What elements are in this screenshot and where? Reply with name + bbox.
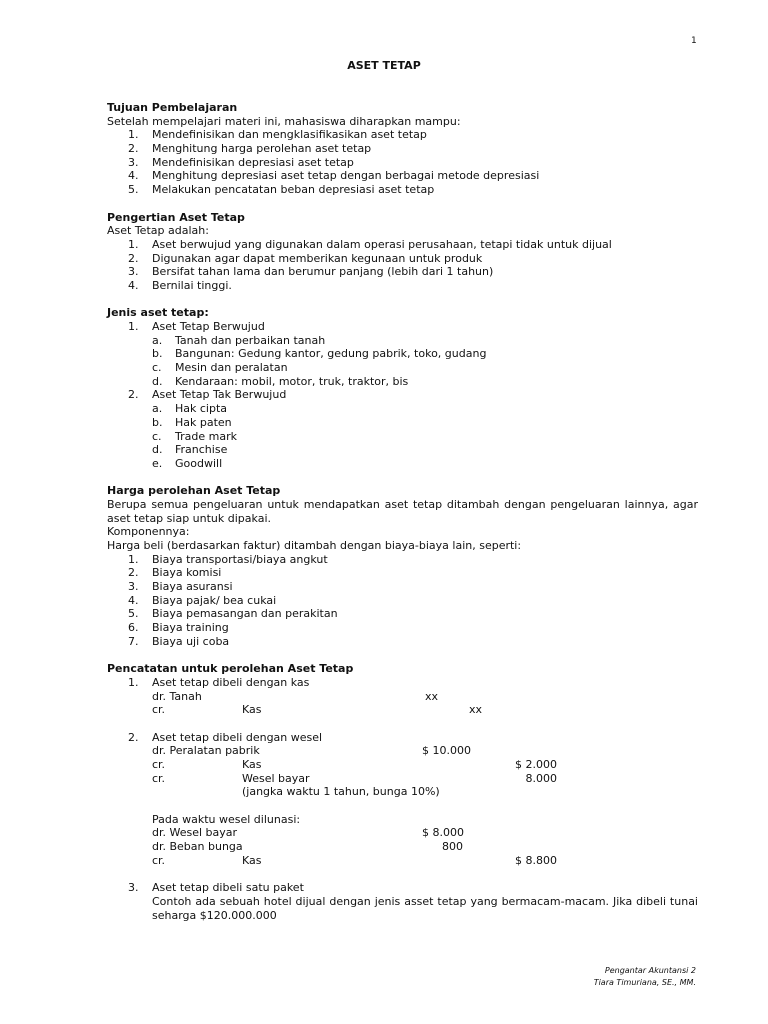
journal-entry-row: dr. Tanah xx (152, 689, 439, 703)
list-item: 1. Mendefinisikan dan mengklasifikasikan aset tetap (128, 128, 427, 142)
sub-list-item: b. Hak paten (152, 415, 232, 429)
document-body (107, 101, 698, 922)
list-item: 4. Menghitung depresiasi aset tetap dengan berbagai metode depresiasi (128, 169, 540, 183)
journal-entry-row: cr. Kas $ 2.000 (152, 758, 557, 772)
page-title: ASET TETAP (347, 59, 421, 72)
journal-entry-row: dr. Wesel bayar $ 8.000 (152, 826, 464, 840)
sub-list-item: c. Mesin dan peralatan (152, 361, 288, 375)
list-item: 4. Bernilai tinggi. (128, 278, 232, 292)
footer-course: Pengantar Akuntansi 2 (604, 966, 696, 975)
list-item: 2. Digunakan agar dapat memberikan kegunaan untuk produk (128, 251, 483, 265)
journal-entry-row: dr. Beban bunga 800 (152, 840, 463, 854)
sub-list-item: a. Tanah dan perbaikan tanah (152, 333, 326, 347)
list-item: 1. Biaya transportasi/biaya angkut (128, 552, 328, 566)
footer-author: Tiara Timuriana, SE., MM. (593, 978, 696, 987)
list-item: 1. Aset berwujud yang digunakan dalam operasi perusahaan, tetapi tidak untuk dijual (128, 237, 612, 251)
list-item: 2. Aset Tetap Tak Berwujud (128, 388, 287, 402)
section-heading-harga-perolehan: Harga perolehan Aset Tetap (107, 484, 281, 498)
list-item: 3. Bersifat tahan lama dan berumur panjang (lebih dari 1 tahun) (128, 265, 494, 279)
section-heading-pengertian: Pengertian Aset Tetap (107, 210, 245, 224)
list-item: 1. Aset Tetap Berwujud (128, 320, 265, 333)
list-item: 3. Biaya asuransi (128, 580, 233, 594)
section-heading-pencatatan: Pencatatan untuk perolehan Aset Tetap (107, 662, 354, 676)
sub-list-item: c. Trade mark (152, 429, 237, 443)
journal-entry-row: cr. Kas $ 8.800 (152, 853, 557, 867)
section-paragraph: Contoh ada sebuah hotel dijual dengan jenis asset tetap yang bermacam-macam. Jika dibeli tunai seharga $120.000.000 (152, 894, 698, 922)
journal-entry-note: (jangka waktu 1 tahun, bunga 10%) (242, 785, 440, 799)
section-heading-tujuan: Tujuan Pembelajaran (107, 101, 238, 114)
sub-list-item: d. Franchise (152, 443, 228, 457)
section-heading-jenis: Jenis aset tetap: (107, 306, 209, 320)
page-number: 1 (691, 36, 697, 46)
list-item: 7. Biaya uji coba (128, 634, 230, 648)
sub-list-item: a. Hak cipta (152, 402, 228, 416)
list-item: 5. Biaya pemasangan dan perakitan (128, 607, 338, 621)
journal-entry-row: cr. Kas xx (152, 703, 483, 717)
list-item: 3. Mendefinisikan depresiasi aset tetap (128, 155, 354, 169)
page-footer (594, 965, 696, 989)
payment-label: Pada waktu wesel dilunasi: (152, 812, 301, 826)
section-intro: Aset Tetap adalah: (107, 224, 209, 238)
list-item: 2. Biaya komisi (128, 566, 222, 580)
list-item: 2. Aset tetap dibeli dengan wesel (128, 730, 323, 744)
list-item: 2. Menghitung harga perolehan aset tetap (128, 142, 372, 156)
section-intro: Setelah mempelajari materi ini, mahasiswa diharapkan mampu: (107, 114, 461, 128)
section-paragraph: Berupa semua pengeluaran untuk mendapatkan aset tetap ditambah dengan pengeluaran lainnya, agar aset tetap siap untuk dipakai. (107, 497, 698, 525)
list-item: 4. Biaya pajak/ bea cukai (128, 593, 277, 607)
sub-list-item: b. Bangunan: Gedung kantor, gedung pabrik, toko, gudang (152, 347, 487, 361)
section-intro: Harga beli (berdasarkan faktur) ditambah dengan biaya-biaya lain, seperti: (107, 539, 522, 553)
list-item: 1. Aset tetap dibeli dengan kas (128, 675, 310, 689)
list-item: 3. Aset tetap dibeli satu paket (128, 881, 304, 895)
list-item: 6. Biaya training (128, 621, 229, 635)
komponen-label: Komponennya: (107, 525, 190, 539)
journal-entry-row: cr. Wesel bayar 8.000 (152, 771, 557, 785)
sub-list-item: e. Goodwill (152, 456, 223, 470)
list-item: 5. Melakukan pencatatan beban depresiasi aset tetap (128, 183, 435, 197)
sub-list-item: d. Kendaraan: mobil, motor, truk, traktor, bis (152, 374, 409, 388)
journal-entry-row: dr. Peralatan pabrik $ 10.000 (152, 744, 471, 758)
